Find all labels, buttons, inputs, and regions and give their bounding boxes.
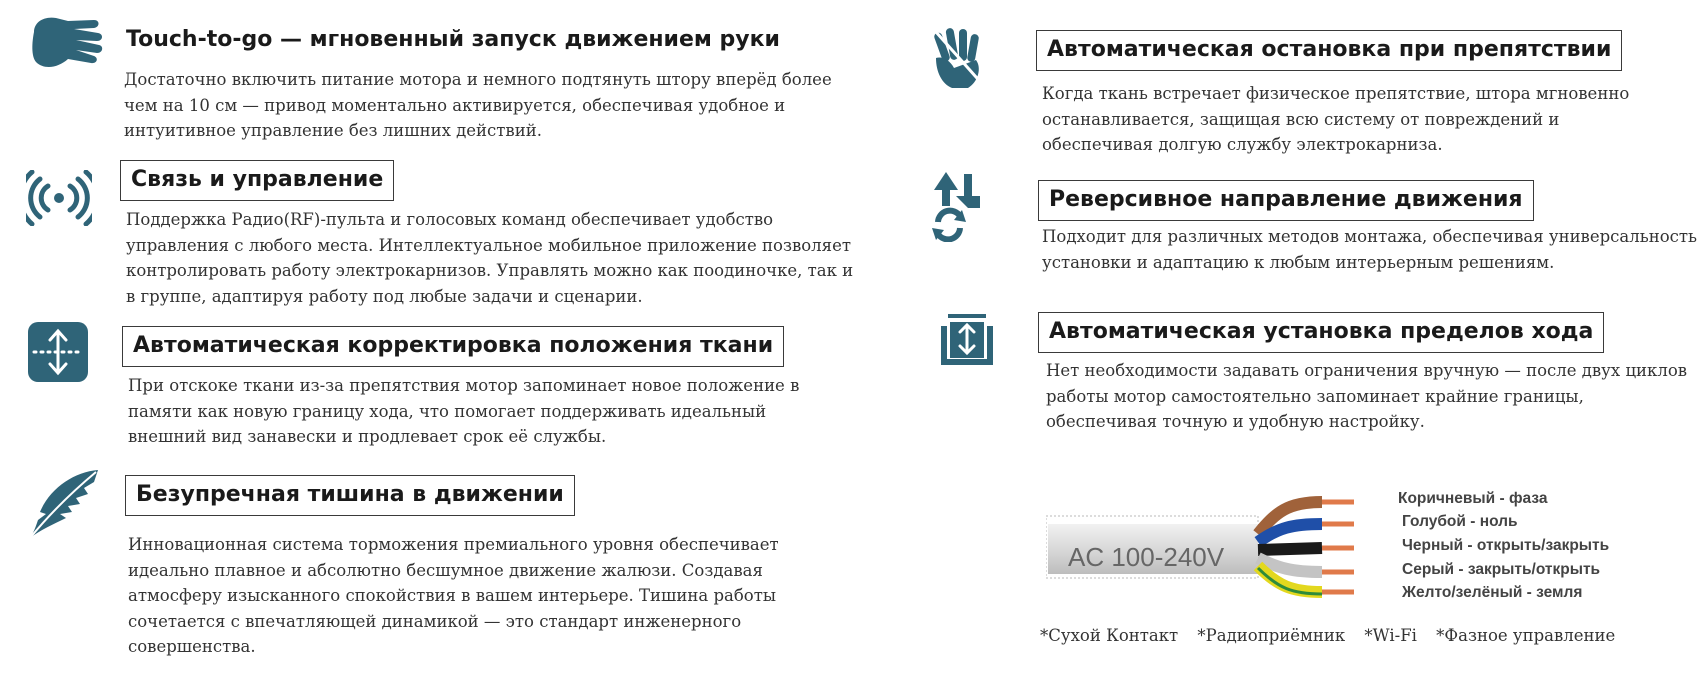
wire-label-blue: Голубой - ноль bbox=[1402, 513, 1518, 530]
hand-icon bbox=[28, 12, 104, 72]
feature-text-touch-to-go: Достаточно включить питание мотора и немного подтянуть штору вперёд более чем на 10 см — привод моментально активируется, обеспечивая удобное и интуитивное управление без лишних действий. bbox=[124, 70, 832, 140]
limit-setting-icon bbox=[940, 312, 994, 366]
feature-title-auto-limits: Автоматическая установка пределов хода bbox=[1038, 312, 1604, 353]
feature-title-control: Связь и управление bbox=[120, 160, 394, 201]
feature-title-obstacle-stop: Автоматическая остановка при препятствии bbox=[1036, 30, 1622, 71]
option-wifi: *Wi-Fi bbox=[1364, 626, 1417, 645]
wire-label-black: Черный - открыть/закрыть bbox=[1402, 537, 1610, 554]
radio-waves-icon bbox=[26, 170, 92, 226]
wire-label-gray: Серый - закрыть/открыть bbox=[1402, 561, 1601, 578]
feature-title-silence: Безупречная тишина в движении bbox=[125, 475, 575, 516]
stop-hand-icon bbox=[932, 28, 988, 90]
feature-text-auto-correction: При отскоке ткани из-за препятствия мотор запоминает новое положение в памяти как новую границу хода, что помогает поддерживать идеальный внешний вид занавески и продлевает срок её службы. bbox=[128, 376, 800, 446]
reverse-arrows-icon bbox=[928, 172, 992, 242]
feather-icon bbox=[26, 468, 102, 540]
wire-label-yellow-green: Желто/зелёный - земля bbox=[1402, 584, 1583, 601]
cable-voltage-label: AC 100-240V bbox=[1068, 542, 1225, 572]
feature-title-touch-to-go: Touch-to-go — мгновенный запуск движением руки bbox=[126, 27, 780, 52]
feature-text-obstacle-stop: Когда ткань встречает физическое препятствие, штора мгновенно останавливается, защищая всю систему от повреждений и обеспечивая долгую службу электрокарниза. bbox=[1042, 84, 1630, 154]
control-options bbox=[1040, 626, 1629, 645]
feature-text-silence: Инновационная система торможения премиального уровня обеспечивает идеально плавное и абсолютно бесшумное движение жалюзи. Создавая атмосферу изысканного спокойствия в вашем интерьере. Тишина работы сочетается с впечатляющей динамикой — это стандарт инженерного совершенства. bbox=[128, 535, 779, 656]
feature-text-control: Поддержка Радио(RF)-пульта и голосовых команд обеспечивает удобство управления с любого места. Интеллектуальное мобильное приложение позволяет контролировать работу электрокарнизов. Управлять можно как поодиночке, так и в группе, адаптируя работу под любые задачи и сценарии. bbox=[126, 210, 854, 306]
feature-title-reverse: Реверсивное направление движения bbox=[1038, 180, 1534, 221]
feature-title-auto-correction: Автоматическая корректировка положения ткани bbox=[122, 326, 784, 367]
wire-label-brown: Коричневый - фаза bbox=[1398, 490, 1548, 507]
feature-text-auto-limits: Нет необходимости задавать ограничения вручную — после двух циклов работы мотор самостоятельно запоминает крайние границы, обеспечивая точную и удобную настройку. bbox=[1046, 361, 1688, 431]
vertical-arrows-icon bbox=[28, 322, 88, 382]
feature-text-reverse: Подходит для различных методов монтажа, обеспечивая универсальность установки и адаптацию к любым интерьерным решениям. bbox=[1042, 227, 1698, 272]
option-radio-receiver: *Радиоприёмник bbox=[1197, 626, 1346, 645]
option-dry-contact: *Сухой Контакт bbox=[1040, 626, 1179, 645]
option-phase-control: *Фазное управление bbox=[1436, 626, 1616, 645]
